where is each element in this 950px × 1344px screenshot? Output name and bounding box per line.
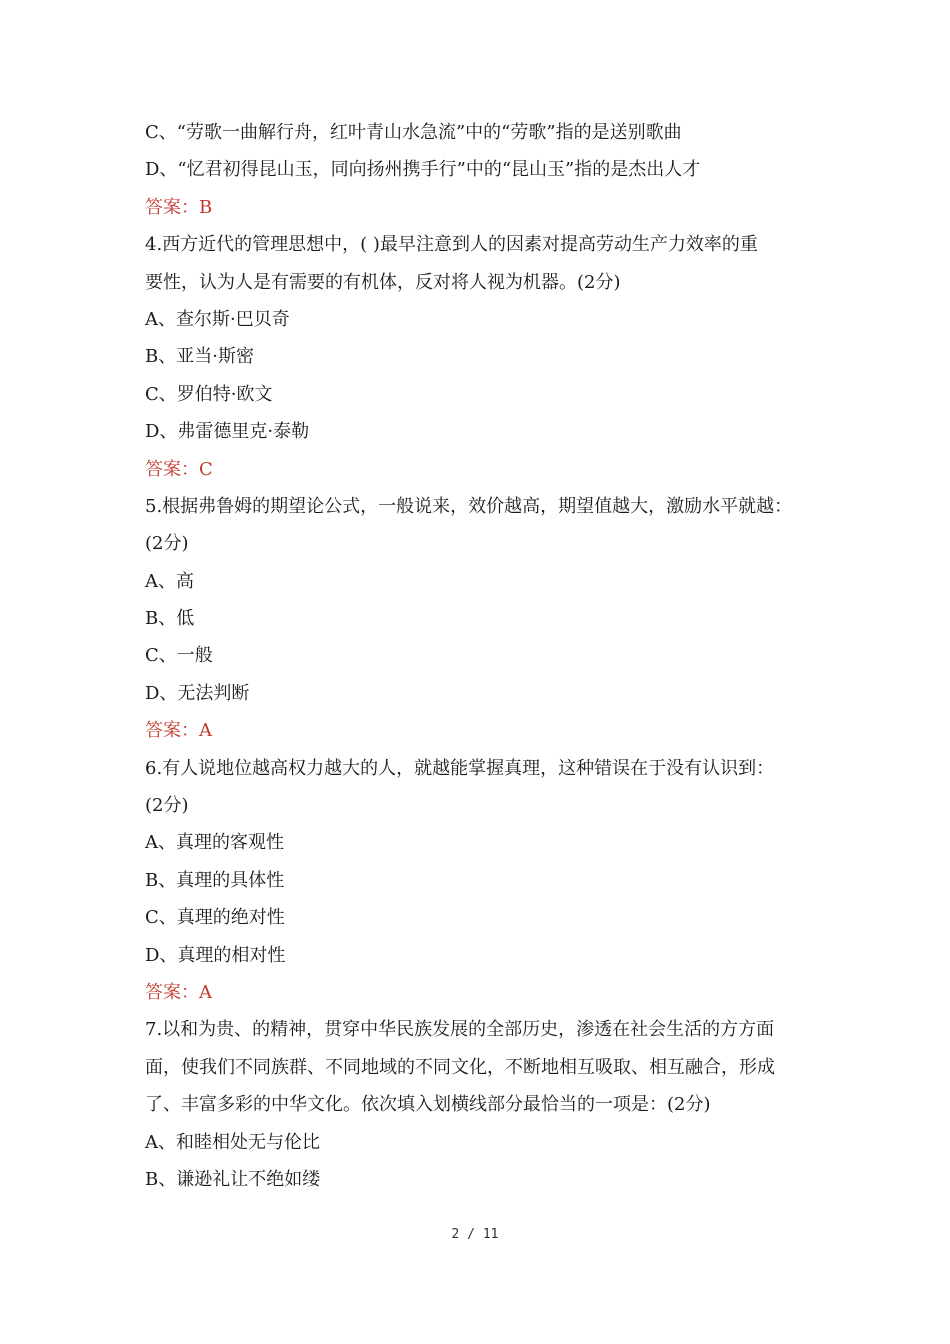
option-line: C、真理的绝对性: [145, 907, 285, 929]
option-line: B、真理的具体性: [145, 869, 285, 891]
option-line: D、真理的相对性: [145, 944, 286, 966]
option-line: C、罗伯特·欧文: [145, 383, 273, 405]
option-line: A、高: [145, 570, 194, 592]
question-line: (2分): [145, 533, 189, 555]
option-line: A、查尔斯·巴贝奇: [145, 308, 290, 330]
answer-line: 答案：B: [145, 196, 213, 218]
option-line: A、和睦相处无与伦比: [145, 1131, 320, 1153]
option-line: B、亚当·斯密: [145, 346, 254, 368]
option-line: C、“劳歌一曲解行舟，红叶青山水急流”中的“劳歌”指的是送别歌曲: [145, 122, 682, 143]
option-line: B、谦逊礼让不绝如缕: [145, 1168, 321, 1190]
page-number: 2 / 11: [451, 1227, 499, 1242]
question-line: 要性，认为人是有需要的有机体，反对将人视为机器。(2分): [145, 271, 621, 293]
option-line: D、无法判断: [145, 682, 250, 704]
question-line: 了、丰富多彩的中华文化。依次填入划横线部分最恰当的一项是：(2分): [145, 1094, 711, 1116]
option-line: C、一般: [145, 645, 213, 667]
question-line: (2分): [145, 795, 189, 817]
option-line: D、“忆君初得昆山玉，同向扬州携手行”中的“昆山玉”指的是杰出人才: [145, 159, 701, 181]
question-line: 4.西方近代的管理思想中，( )最早注意到人的因素对提高劳动生产力效率的重: [145, 234, 758, 256]
question-line: 7.以和为贵、的精神，贯穿中华民族发展的全部历史，渗透在社会生活的方方面: [145, 1019, 775, 1041]
answer-line: 答案：A: [145, 981, 212, 1003]
answer-line: 答案：C: [145, 458, 213, 480]
question-line: 6.有人说地位越高权力越大的人，就越能掌握真理，这种错误在于没有认识到：: [145, 757, 775, 779]
option-line: D、弗雷德里克·泰勒: [145, 421, 310, 443]
page-content: [145, 114, 810, 1198]
option-line: A、真理的客观性: [145, 832, 284, 854]
question-line: 5.根据弗鲁姆的期望论公式，一般说来，效价越高，期望值越大，激励水平就越：: [145, 495, 793, 517]
option-line: B、低: [145, 608, 195, 630]
question-line: 面，使我们不同族群、不同地域的不同文化，不断地相互吸取、相互融合，形成: [145, 1056, 775, 1078]
answer-line: 答案：A: [145, 720, 212, 742]
